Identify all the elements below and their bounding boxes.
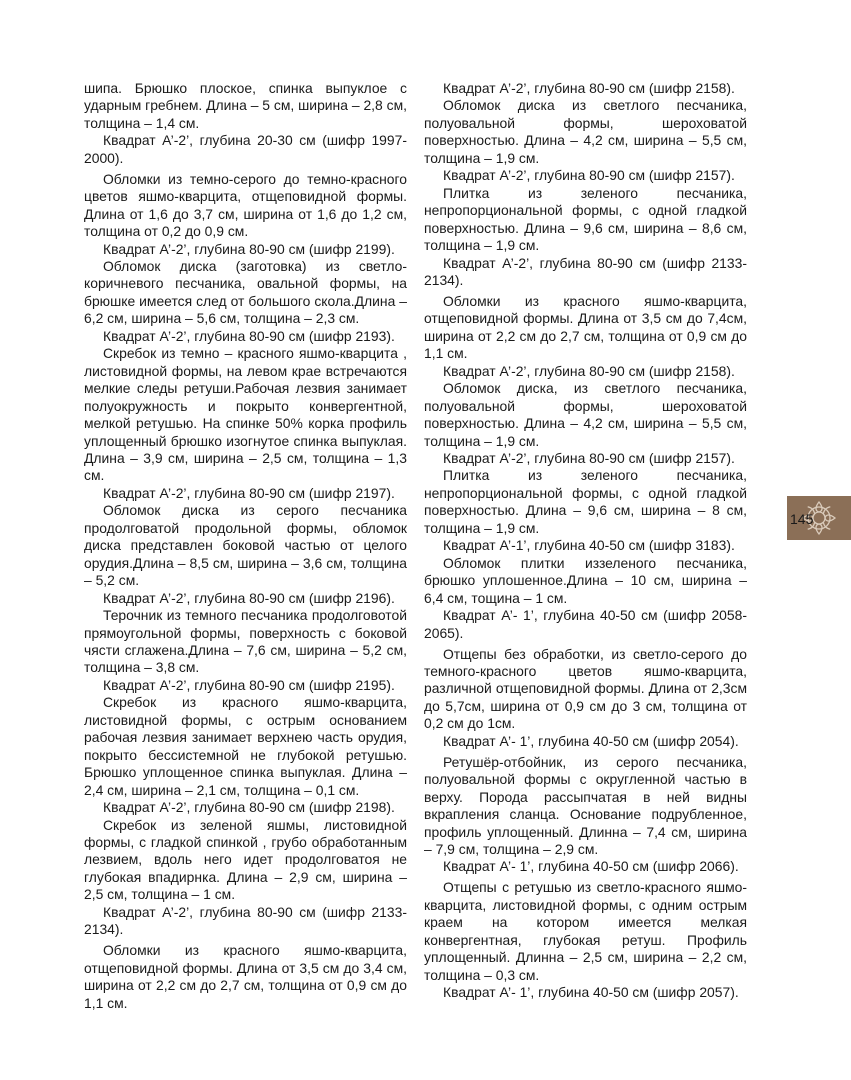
right-text-column bbox=[424, 80, 747, 1002]
paragraph: Плитка из зеленого песчаника, непропорциональной формы, с одной гладкой поверхностью. Длина – 9,6 см, ширина – 8,6 см, толщина – 1,9 см. bbox=[424, 184, 747, 254]
paragraph: Отщепы с ретушью из светло-красного яшмо-кварцита, листовидной формы, с одним острым краем на котором имеется мелкая конвергентная, глубокая ретуш. Профиль уплощенный. Длинна – 2,5 см, ширина – 2,2 см, толщина – 0,3 см. bbox=[424, 879, 747, 983]
paragraph: Квадрат А’-1’, глубина 40-50 см (шифр 3183). bbox=[443, 537, 735, 554]
paragraph: Ретушёр-отбойник, из серого песчаника, полуовальной формы с округленной частью в верху. Порода рассыпчатая в ней видны вкрапления сланца. Основание подрубленное, профиль уплощенный. Длинна – 7,4 см, ширина – 7,9 см, толщина – 2,9 см. bbox=[424, 753, 747, 857]
paragraph: Обломок диска (заготовка) из светло-коричневого песчаника, овальной формы, на брюшке имеется след от большого скола.Длина – 6,2 см, ширина – 5,6 см, толщина – 2,3 см. bbox=[84, 258, 407, 327]
paragraph: Квадрат А’-2’, глубина 80-90 см (шифр 2198). bbox=[103, 799, 395, 816]
page-number: 145 bbox=[790, 511, 814, 527]
paragraph: Квадрат А’-2’, глубина 80-90 см (шифр 2197). bbox=[103, 484, 395, 501]
paragraph: Квадрат А’-2’, глубина 20-30 см (шифр 1997-2000). bbox=[84, 132, 407, 166]
paragraph: Обломок плитки иззеленого песчаника, брюшко уплошенное.Длина – 10 см, ширина – 6,4 см, тощина – 1 см. bbox=[424, 554, 747, 606]
paragraph: Квадрат А’- 1’, глубина 40-50 см (шифр 2066). bbox=[443, 858, 739, 875]
paragraph: Плитка из зеленого песчаника, непропорциональной формы, с одной гладкой поверхностью. Длина – 9,6 см, ширина – 8 см, толщина – 1,9 см. bbox=[424, 467, 747, 536]
paragraph: Отщепы без обработки, из светло-серого до темного-красного цветов яшмо-кварцита, различной отщеповидной формы. Длина от 2,3см до 5,7см, ширина от 0,9 см до 3 см, толщина от 0,2 см до 1см. bbox=[424, 645, 747, 732]
paragraph: Квадрат А’-2’, глубина 80-90 см (шифр 2199). bbox=[103, 240, 395, 257]
paragraph: Обломок диска из светлого песчаника, полуовальной формы, шероховатой поверхностью. Длина – 4,2 см, ширина – 5,5 см, толщина – 1,9 см. bbox=[424, 97, 747, 166]
paragraph: Обломки из красного яшмо-кварцита, отщеповидной формы. Длина от 3,5 см до 3,4 см, ширина от 2,2 см до 2,7 см, толщина от 0,9 см до 1,1 см. bbox=[84, 942, 407, 1011]
paragraph: Квадрат А’- 1’, глубина 40-50 см (шифр 2057). bbox=[443, 984, 739, 1001]
paragraph: Квадрат А’- 1’, глубина 40-50 см (шифр 2058-2065). bbox=[424, 607, 747, 641]
paragraph: Квадрат А’-2’, глубина 80-90 см (шифр 2193). bbox=[103, 327, 395, 344]
paragraph: Обломки из красного яшмо-кварцита, отщеповидной формы. Длина от 3,5 см до 7,4см, ширина от 2,2 см до 2,7 см, толщина от 0,9 см до 1,1 см. bbox=[424, 292, 747, 362]
paragraph: шипа. Брюшко плоское, спинка выпуклое с ударным гребнем. Длина – 5 см, ширина – 2,8 см, толщина – 1,4 см. bbox=[84, 80, 407, 131]
paragraph: Квадрат А’-2’, глубина 80-90 см (шифр 2158). bbox=[443, 362, 735, 379]
paragraph: Квадрат А’-2’, глубина 80-90 см (шифр 2195). bbox=[103, 676, 395, 693]
paragraph: Квадрат А’-2’, глубина 80-90 см (шифр 2133-2134). bbox=[84, 903, 407, 938]
paragraph: Квадрат А’-2’, глубина 80-90 см (шифр 2157). bbox=[443, 167, 735, 184]
paragraph: Квадрат А’- 1’, глубина 40-50 см (шифр 2054). bbox=[443, 732, 739, 749]
paragraph: Квадрат А’-2’, глубина 80-90 см (шифр 2157). bbox=[443, 450, 735, 467]
left-text-column bbox=[84, 80, 407, 1012]
paragraph: Квадрат А’-2’, глубина 80-90 см (шифр 2133-2134). bbox=[424, 254, 747, 288]
paragraph: Обломок диска из серого песчаника продолговатой продольной формы, обломок диска представлен боковой частью от целого орудия.Длина – 8,5 см, ширина – 3,6 см, толщина – 5,2 см. bbox=[84, 502, 407, 589]
paragraph: Обломки из темно-серого до темно-красного цветов яшмо-кварцита, отщеповидной формы. Длина от 1,6 до 3,7 см, ширина от 1,6 до 1,2 см, толщина от 0,2 до 0,9 см. bbox=[84, 170, 407, 240]
paragraph: Квадрат А’-2’, глубина 80-90 см (шифр 2196). bbox=[103, 589, 395, 606]
paragraph: Квадрат А’-2’, глубина 80-90 см (шифр 2158). bbox=[443, 80, 735, 96]
paragraph: Скребок из темно – красного яшмо-кварцита , листовидной формы, на левом крае встречаются мелкие следы ретуши.Рабочая лезвия занимает полуокружность и покрыто конвергентной, мелкой ретушью. На спинке 50% корка профиль уплощенный брюшко изогнутое спинка выпуклая. Длина – 3,9 см, ширина – 2,5 см, толщина – 1,3 см. bbox=[84, 345, 407, 484]
paragraph: Терочник из темного песчаника продолговотой прямоугольной формы, поверхность с боковой чясти сглажена.Длина – 7,6 см, ширина – 5,2 см, толщина – 3,8 см. bbox=[84, 607, 407, 676]
paragraph: Обломок диска, из светлого песчаника, полуовальной формы, шероховатой поверхностью. Длина – 4,2 см, ширина – 5,5 см, толщина – 1,9 см. bbox=[424, 380, 747, 449]
paragraph: Скребок из зеленой яшмы, листовидной формы, с гладкой спинкой , грубо обработанным лезвием, вдоль него идет продолговатоя не глубокая впадирнка. Длина – 2,9 см, ширина – 2,5 см, толщина – 1 см. bbox=[84, 816, 407, 903]
paragraph: Скребок из красного яшмо-кварцита, листовидной формы, с острым основанием рабочая лезвия занимает верхнею часть орудия, покрыто бессистемной не глубокой ретушью. Брюшко уплощенное спинка выпуклая. Длина – 2,4 см, ширина – 2,1 см, толщина – 0,1 см. bbox=[84, 694, 407, 798]
